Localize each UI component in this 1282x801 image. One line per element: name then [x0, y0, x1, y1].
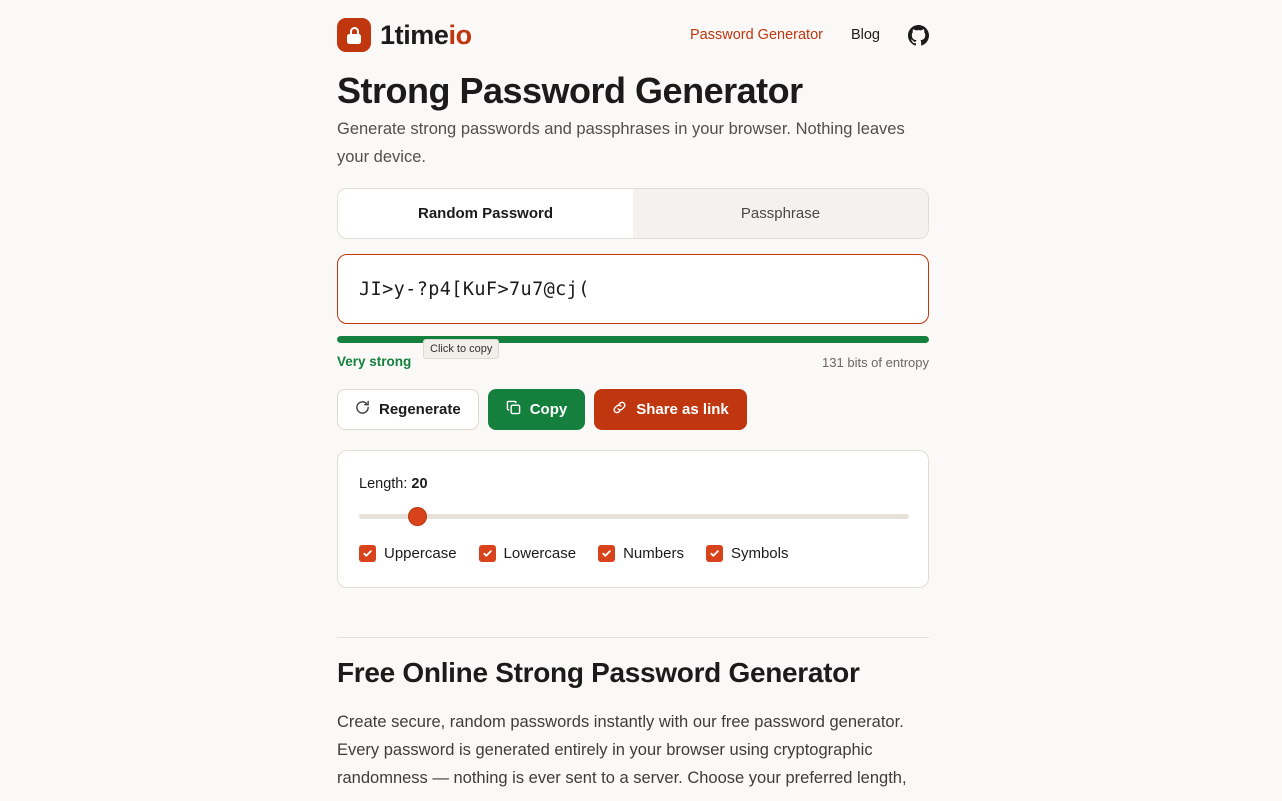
brand-name-accent: io — [448, 19, 472, 50]
checkmark-icon — [598, 545, 615, 562]
page-title: Strong Password Generator — [337, 70, 803, 111]
password-output-box[interactable] — [337, 254, 929, 324]
tab-random-password[interactable]: Random Password — [338, 189, 633, 238]
password-value: JI>y-?p4[KuF>7u7@cj( — [359, 278, 590, 300]
brand-logo[interactable] — [337, 18, 472, 52]
brand-wordmark — [380, 19, 472, 50]
refresh-icon — [355, 400, 370, 419]
section-divider — [337, 637, 929, 638]
main-nav — [690, 25, 929, 46]
entropy-label: 131 bits of entropy — [822, 355, 929, 370]
checkmark-icon — [479, 545, 496, 562]
checkbox-uppercase[interactable] — [359, 545, 457, 562]
share-button-label: Share as link — [636, 401, 729, 418]
article-body: Create secure, random passwords instantly with our free password generator. Every password is generated entirely in your browser using cryptographic randomness — nothing is ever sent to a server. Choose your preferred length, — [337, 713, 907, 787]
lock-icon — [337, 18, 371, 52]
strength-label: Very strong — [337, 354, 412, 369]
link-icon — [612, 400, 627, 419]
regenerate-button[interactable] — [337, 389, 479, 430]
checkbox-symbols-label: Symbols — [730, 545, 789, 562]
checkmark-icon — [706, 545, 723, 562]
nav-item-password-generator[interactable]: Password Generator — [689, 27, 823, 43]
length-label-prefix: Length: — [359, 476, 408, 492]
length-value: 20 — [411, 476, 428, 492]
character-options — [359, 545, 788, 562]
checkbox-lowercase[interactable] — [479, 545, 577, 562]
regenerate-button-label: Regenerate — [379, 401, 461, 418]
copy-button[interactable] — [488, 389, 586, 430]
length-label — [359, 476, 428, 492]
brand-name-primary: 1time — [380, 19, 449, 50]
article-title: Free Online Strong Password Generator — [337, 657, 860, 688]
copy-button-label: Copy — [529, 401, 568, 418]
checkbox-numbers[interactable] — [598, 545, 684, 562]
nav-item-blog[interactable]: Blog — [850, 27, 880, 43]
mode-tabs — [337, 188, 929, 239]
options-card — [337, 450, 929, 588]
github-icon[interactable] — [908, 25, 929, 46]
site-header — [337, 16, 929, 54]
checkbox-uppercase-label: Uppercase — [384, 545, 457, 562]
length-slider[interactable] — [359, 514, 909, 519]
action-buttons — [337, 389, 747, 430]
copy-icon — [506, 400, 521, 419]
tab-passphrase[interactable]: Passphrase — [633, 189, 928, 238]
checkbox-symbols[interactable] — [706, 545, 789, 562]
share-as-link-button[interactable] — [594, 389, 747, 430]
page-subtitle: Generate strong passwords and passphrases in your browser. Nothing leaves your device. — [337, 120, 905, 166]
length-slider-thumb[interactable] — [408, 507, 427, 526]
checkmark-icon — [359, 545, 376, 562]
checkbox-numbers-label: Numbers — [623, 545, 684, 562]
checkbox-lowercase-label: Lowercase — [503, 545, 577, 562]
copy-tooltip: Click to copy — [423, 339, 499, 359]
